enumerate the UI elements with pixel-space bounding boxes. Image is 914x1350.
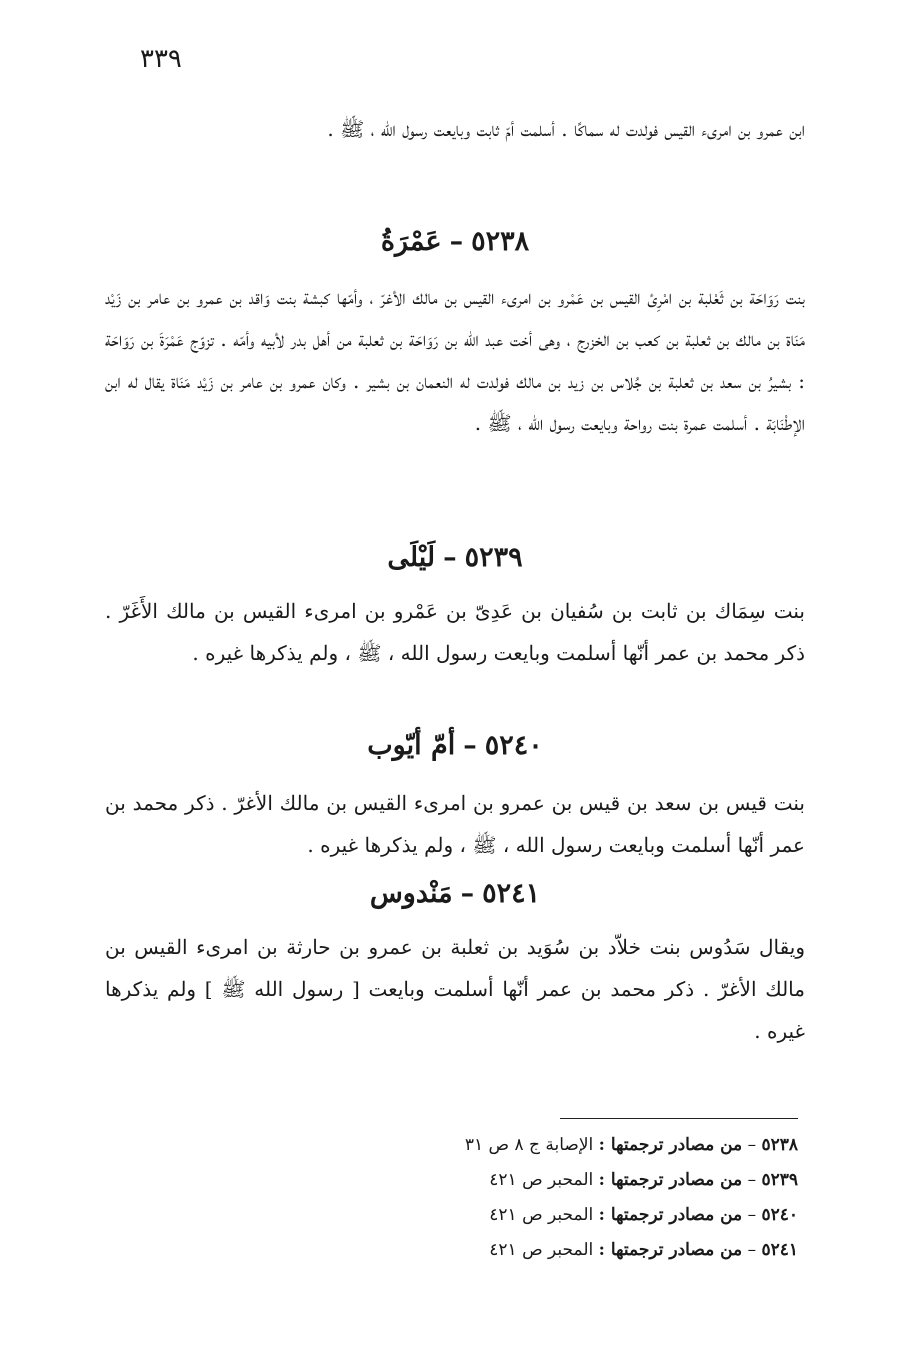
footnote-label: من مصادر ترجمتها : bbox=[598, 1205, 743, 1225]
entry-name: لَيْلَى bbox=[387, 542, 436, 573]
footnote-source: المحبر ص ٤٢١ bbox=[489, 1170, 594, 1190]
entry-text: بنت رَوَاحَة بن ثَعْلبة بن امْرِئ القيس بن عَمْرو بن امرىء القيس بن مالك الأغرّ ، وأمّها كبشة بنت وَاقد بن عمرو بن عامر بن زَيْد مَنَاة بن مالك بن ثعلبة بن كعب بن الخزرج ، وهى أخت عبد الله بن رَوَاحَة بن ثعلبة من أهل بدر لأبيه وأمّه . تزوّج عَمْرَةَ بن رَوَاحَة : بشيرُ بن سعد بن ثعلبة بن جُلاس بن زيد بن مالك فولدت له النعمان بن بشير . وكان عمرو بن عامر بن زَيْد مَنَاة يقال له ابن الإطْنَابَة . أسلمت عمرة بنت رواحة وبايعت رسول الله ، ﷺ . bbox=[105, 285, 805, 435]
footnote-item bbox=[300, 1128, 798, 1163]
footnote-number: ٥٢٣٨ bbox=[761, 1135, 798, 1155]
entry-dash: – bbox=[443, 542, 457, 573]
footnote-label: من مصادر ترجمتها : bbox=[598, 1135, 743, 1155]
footnote-number: ٥٢٣٩ bbox=[761, 1170, 798, 1190]
entry-heading bbox=[105, 538, 805, 578]
footnote-dash: – bbox=[747, 1240, 757, 1260]
entry-heading bbox=[105, 726, 805, 766]
entry-dash: – bbox=[460, 878, 475, 909]
footnote-dash: – bbox=[747, 1170, 757, 1190]
intro-paragraph: ابن عمرو بن امرىء القيس فولدت له سماكًا . أسلمت أمّ ثابت وبايعت رسول الله ، ﷺ . bbox=[327, 117, 805, 141]
entry-text: بنت قيس بن سعد بن قيس بن عمرو بن امرىء القيس بن مالك الأغرّ . ذكر محمد بن عمر أنّها أسلمت وبايعت رسول الله ، ﷺ ، ولم يذكرها غيره . bbox=[105, 791, 805, 857]
entry-number: ٥٢٤١ bbox=[482, 878, 541, 909]
entry-dash: – bbox=[449, 226, 464, 257]
footnote-number: ٥٢٤١ bbox=[761, 1240, 798, 1260]
entry-number: ٥٢٤٠ bbox=[484, 730, 543, 761]
entry-name: مَنْدوس bbox=[369, 878, 453, 909]
entry-dash: – bbox=[463, 730, 477, 761]
footnote-source: المحبر ص ٤٢١ bbox=[489, 1240, 594, 1260]
entry-heading bbox=[105, 222, 805, 262]
entry-number: ٥٢٣٩ bbox=[464, 542, 523, 573]
footnote-number: ٥٢٤٠ bbox=[761, 1205, 798, 1225]
entry-name: عَمْرَةُ bbox=[380, 226, 442, 257]
footnote-label: من مصادر ترجمتها : bbox=[598, 1170, 743, 1190]
footnote-item bbox=[300, 1233, 798, 1268]
entry-text: بنت سِمَاك بن ثابت بن سُفيان بن عَدِىّ بن عَمْرو بن امرىء القيس بن مالك الأَغَرّ . ذكر محمد بن عمر أنّها أسلمت وبايعت رسول الله ، ﷺ ، ولم يذكرها غيره . bbox=[105, 599, 805, 665]
footnote-item bbox=[300, 1163, 798, 1198]
footnote-item bbox=[300, 1198, 798, 1233]
footnote-dash: – bbox=[747, 1135, 757, 1155]
footnote-label: من مصادر ترجمتها : bbox=[598, 1240, 743, 1260]
footnote-divider bbox=[560, 1118, 798, 1119]
page-number: ٣٣٩ bbox=[140, 44, 182, 74]
footnote-source: المحبر ص ٤٢١ bbox=[489, 1205, 594, 1225]
entry-name: أمّ أيّوب bbox=[367, 730, 456, 761]
entry-heading bbox=[105, 874, 805, 914]
footnotes bbox=[300, 1128, 798, 1268]
entry-text: ويقال سَدُوس بنت خلاّد بن سُوَيد بن ثعلبة بن عمرو بن حارثة بن امرىء القيس بن مالك الأغرّ . ذكر محمد بن عمر أنّها أسلمت وبايعت [ رسول الله ﷺ ] ولم يذكرها غيره . bbox=[105, 935, 805, 1043]
footnote-dash: – bbox=[747, 1205, 757, 1225]
entry-number: ٥٢٣٨ bbox=[471, 226, 530, 257]
footnote-source: الإصابة ج ٨ ص ٣١ bbox=[464, 1135, 594, 1155]
